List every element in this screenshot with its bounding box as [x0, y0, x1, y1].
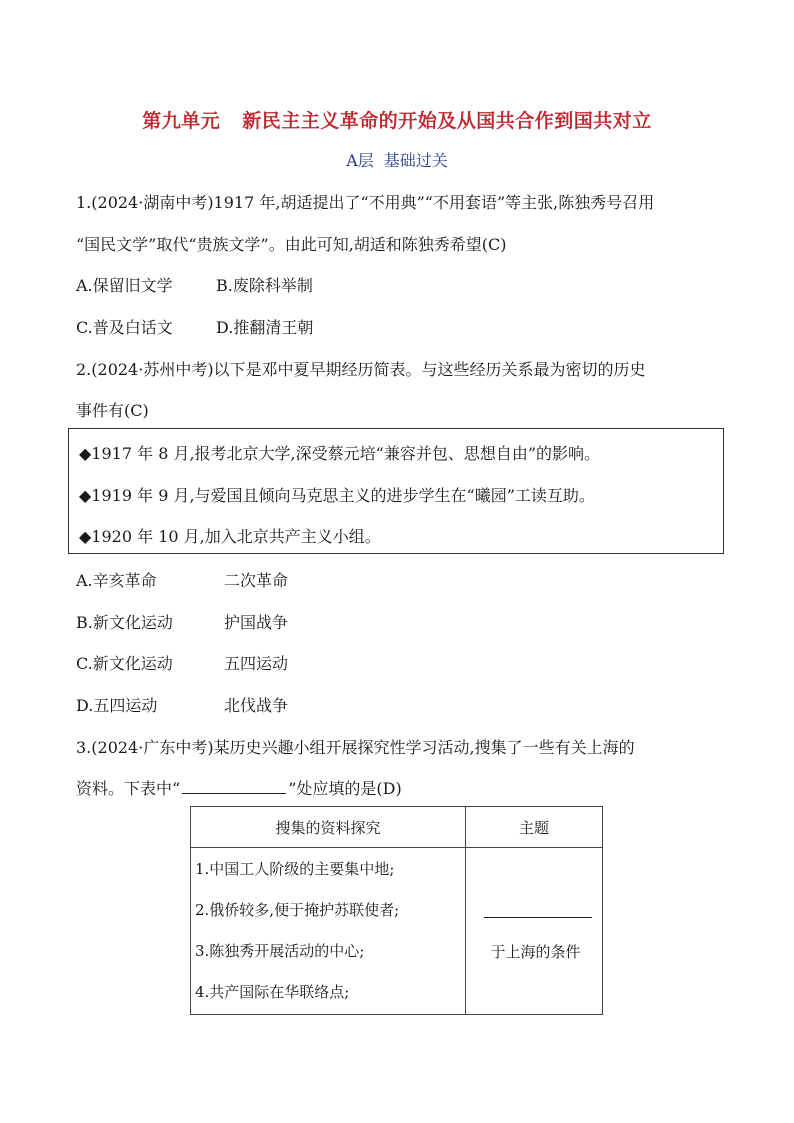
section-heading [0, 148, 794, 171]
unit-title [0, 106, 794, 133]
q2-option-b-event1: B.新文化运动 [76, 613, 173, 632]
table-item: 4.共产国际在华联络点; [195, 983, 350, 1001]
topic-blank [484, 917, 592, 918]
table-cell-materials [191, 848, 466, 1015]
q1-option-c: C.普及白话文 [76, 318, 173, 337]
q3-stem-line2 [76, 776, 402, 799]
topic-text: 于上海的条件 [490, 943, 581, 961]
table-header-materials: 搜集的资料探究 [191, 807, 466, 848]
table-item: 1.中国工人阶级的主要集中地; [195, 860, 395, 878]
q2-box-row: ◆1919 年 9 月,与爱国且倾向马克思主义的进步学生在“曦园”工读互助。 [79, 486, 595, 505]
q2-option-c-event2: 五四运动 [224, 654, 289, 673]
q2-experience-box [68, 428, 724, 554]
table-header-topic: 主题 [466, 807, 603, 848]
q2-option-b-event2: 护国战争 [224, 613, 289, 632]
q2-option-d [76, 693, 289, 716]
unit-topic: 新民主主义革命的开始及从国共合作到国共对立 [242, 110, 652, 132]
q2-box-row: ◆1917 年 8 月,报考北京大学,深受蔡元培“兼容并包、思想自由”的影响。 [79, 444, 600, 463]
q1-options-row1 [76, 273, 313, 296]
q2-option-b [76, 610, 289, 633]
q2-stem-line2: 事件有(C) [76, 401, 149, 420]
q3-stem-pre: 资料。下表中“ [76, 779, 181, 798]
unit-number: 第九单元 [142, 110, 221, 132]
q2-option-d-event2: 北伐战争 [224, 696, 289, 715]
level-label: A层 [346, 151, 374, 170]
q2-option-a-event2: 二次革命 [224, 571, 289, 590]
q2-option-a [76, 568, 289, 591]
q3-fill-blank [182, 779, 286, 794]
q2-option-c-event1: C.新文化运动 [76, 654, 173, 673]
table-item: 2.俄侨较多,便于掩护苏联使者; [195, 901, 400, 919]
q3-stem-line1: 3.(2024·广东中考)某历史兴趣小组开展探究性学习活动,搜集了一些有关上海的 [76, 738, 635, 757]
q1-stem-line2: “国民文学”取代“贵族文学”。由此可知,胡适和陈独秀希望(C) [76, 235, 507, 254]
q1-option-d: D.推翻清王朝 [216, 318, 314, 337]
q2-box-row: ◆1920 年 10 月,加入北京共产主义小组。 [79, 527, 381, 546]
q1-option-b: B.废除科举制 [216, 276, 313, 295]
q2-stem-line1: 2.(2024·苏州中考)以下是邓中夏早期经历简表。与这些经历关系最为密切的历史 [76, 360, 646, 379]
table-item: 3.陈独秀开展活动的中心; [195, 942, 365, 960]
q2-option-d-event1: D.五四运动 [76, 696, 158, 715]
q3-data-table [190, 806, 603, 1015]
q3-stem-post: ”处应填的是(D) [288, 779, 402, 798]
q2-option-c [76, 651, 289, 674]
q1-options-row2 [76, 315, 314, 338]
table-cell-topic [466, 848, 603, 1015]
q2-option-a-event1: A.辛亥革命 [76, 571, 157, 590]
level-title: 基础过关 [383, 151, 448, 170]
q1-stem-line1: 1.(2024·湖南中考)1917 年,胡适提出了“不用典”“不用套语”等主张,陈独秀号召用 [76, 193, 655, 212]
q1-option-a: A.保留旧文学 [76, 276, 173, 295]
